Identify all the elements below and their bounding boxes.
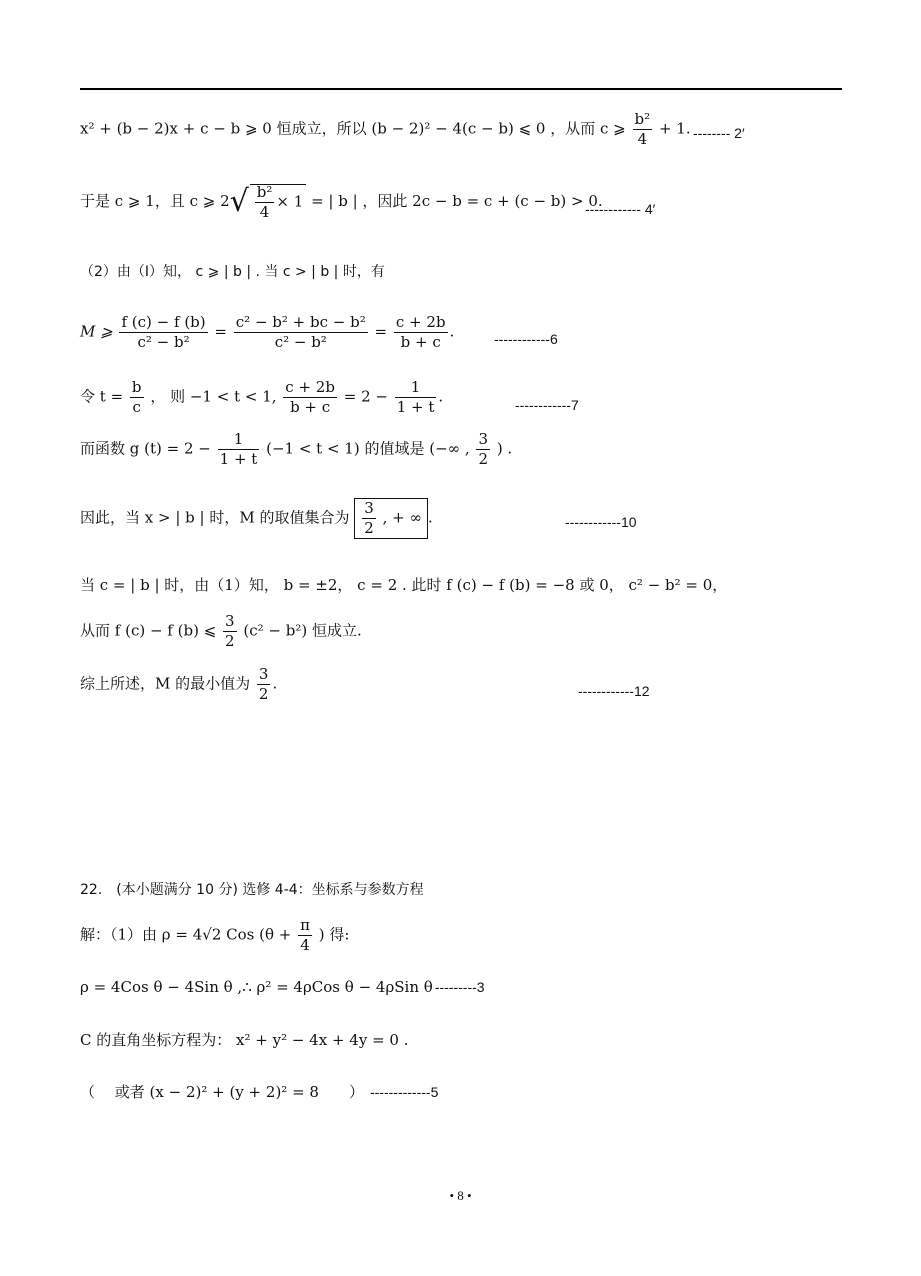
fraction-numerator: 3 xyxy=(364,499,374,517)
fraction-numerator: c + 2b xyxy=(395,313,446,331)
q21-l2-sqrt-fraction xyxy=(255,185,275,220)
radical-icon: √ xyxy=(229,184,249,219)
q21-l10-text: 综上所述，M 的最小值为 xyxy=(80,674,251,693)
fraction-denominator: 1 + t xyxy=(396,398,435,416)
q21-l9-text-b: (c² − b²) 恒成立. xyxy=(243,621,362,640)
fraction-numerator: 1 xyxy=(218,432,260,450)
score-mark-2: -------- 2′ xyxy=(693,125,745,141)
fraction-numerator: 1 xyxy=(395,380,437,398)
q21-l1-tail: + 1. xyxy=(658,119,691,138)
q21-l4-fraction-2 xyxy=(234,315,368,350)
fraction-numerator: f (c) − f (b) xyxy=(121,313,206,331)
fraction-numerator: b² xyxy=(634,110,651,128)
q22-line-1 xyxy=(80,918,349,953)
fraction-numerator: c + 2b xyxy=(285,378,335,396)
score-mark-6: ------------6 xyxy=(494,331,558,347)
q21-l5-text-b: ， 则 −1 < t < 1, xyxy=(150,387,277,406)
q21-l4-fraction-3 xyxy=(394,315,448,350)
q21-l7-fraction xyxy=(362,501,376,536)
q21-l1-fraction xyxy=(633,112,653,147)
q21-l6-text-b: (−1 < t < 1) 的值域是 (−∞ , xyxy=(266,439,470,458)
page-number: • 8 • xyxy=(449,1188,472,1203)
fraction-numerator: b xyxy=(131,378,142,396)
q21-l5-fraction-3 xyxy=(395,380,437,415)
q21-line-1 xyxy=(80,112,691,147)
q21-l10-fraction xyxy=(257,667,271,702)
q21-l6-fraction-1 xyxy=(218,432,260,467)
q21-l4-fraction-1 xyxy=(119,315,207,350)
q22-l1-fraction xyxy=(298,918,312,953)
fraction-numerator: c² − b² + bc − b² xyxy=(235,313,366,331)
q22-heading: 22. (本小题满分 10 分) 选修 4-4：坐标系与参数方程 xyxy=(80,882,424,898)
q21-l2-sqrt xyxy=(250,184,307,220)
q22-line-3: C 的直角坐标方程为： x² + y² − 4x + 4y = 0 . xyxy=(80,1031,409,1049)
fraction-numerator: 3 xyxy=(225,612,235,630)
q21-l6-fraction-2 xyxy=(476,432,490,467)
q21-l6-text-c: ) . xyxy=(496,439,513,458)
fraction-denominator: 2 xyxy=(478,450,489,468)
equals-sign: = xyxy=(374,322,388,341)
score-mark-12: ------------12 xyxy=(578,683,650,699)
fraction-denominator: b + c xyxy=(400,333,441,351)
q21-line-2 xyxy=(80,184,603,220)
q21-l7-text-a: 因此，当 x > | b | 时，M 的取值集合为 xyxy=(80,508,350,527)
interval-bracket xyxy=(354,498,428,539)
fraction-denominator: 4 xyxy=(300,936,310,954)
fraction-numerator: 3 xyxy=(478,430,489,448)
equals-sign: = xyxy=(214,322,227,341)
q21-line-6 xyxy=(80,432,512,467)
fraction-denominator: 2 xyxy=(225,632,235,650)
q21-l5-fraction-2 xyxy=(283,380,337,415)
q21-line-3: （2）由（Ⅰ）知， c ⩾ | b | . 当 c > | b | 时，有 xyxy=(80,264,385,280)
fraction-denominator: 2 xyxy=(364,519,374,537)
q21-l5-fraction-1 xyxy=(130,380,144,415)
q21-line-9 xyxy=(80,614,362,649)
q21-l1-text: x² + (b − 2)x + c − b ⩾ 0 恒成立，所以 (b − 2)² − 4(c − b) ⩽ 0 ，从而 c ⩾ xyxy=(80,119,626,138)
fraction-denominator: 2 xyxy=(258,685,269,703)
q21-l2-text-b: = | b | ，因此 2c − b = c + (c − b) > 0. xyxy=(311,192,603,210)
q22-l1-text-b: ) 得: xyxy=(318,925,350,944)
q21-l9-fraction xyxy=(223,614,237,649)
q21-line-5: 令 t = $\frac{b}{c}$ ， 则 −1 < t < 1, $\frac{c + 2b}{b + c}$ = 2 − $\frac{1}{1 + t}$ . xyxy=(80,378,444,416)
fraction-denominator: 4 xyxy=(637,130,648,148)
fraction-denominator: c xyxy=(132,398,141,416)
fraction-numerator: 3 xyxy=(258,665,269,683)
q21-line-4: M ⩾ $\frac{f (c) - f (b)}{\text{c² − b²}}$ = $\frac{\text{c² − b² + bc − b²}}{\text{c² − b²}}$ = $\frac{c + 2b}{b + c}$ . xyxy=(80,313,455,351)
fraction-denominator: c² − b² xyxy=(137,333,190,351)
score-mark-7: ------------7 xyxy=(515,397,579,413)
header-rule xyxy=(80,88,842,90)
q21-l2-sqrt-tail: × 1 xyxy=(276,192,304,211)
q21-l5-text-c: = 2 − xyxy=(343,387,388,406)
score-mark-5: -------------5 xyxy=(369,1084,439,1100)
q22-line-4 xyxy=(80,1085,438,1100)
q21-line-10: 综上所述，M 的最小值为 $\frac{3}{2}$ . xyxy=(80,665,278,703)
q21-line-8: 当 c = | b | 时，由（1）知， b = ±2， c = 2 . 此时 f (c) − f (b) = −8 或 0， c² − b² = 0， xyxy=(80,576,728,594)
q21-l5-text-a: 令 t = xyxy=(80,387,124,406)
q22-line-2 xyxy=(80,980,485,995)
score-mark-10: ------------10 xyxy=(565,514,637,530)
q22-l2-text: ρ = 4Cos θ − 4Sin θ ,∴ ρ² = 4ρCos θ − 4ρSin θ xyxy=(80,978,433,996)
fraction-denominator: 4 xyxy=(259,203,270,221)
fraction-denominator: c² − b² xyxy=(274,333,327,351)
fraction-denominator: 1 + t xyxy=(219,450,258,468)
q21-l9-text-a: 从而 f (c) − f (b) ⩽ xyxy=(80,621,217,640)
q21-l4-m: M ⩾ xyxy=(80,322,113,341)
score-mark-3: ---------3 xyxy=(434,979,485,995)
fraction-numerator: b² xyxy=(256,183,273,201)
q22-l4-text: （ 或者 (x − 2)² + (y + 2)² = 8 ） xyxy=(80,1083,364,1101)
q21-l2-text: 于是 c ⩾ 1，且 c ⩾ 2 xyxy=(80,192,230,210)
q21-line-7: 因此，当 x > | b | 时，M 的取值集合为 $\frac{3}{2}$ , + ∞ . xyxy=(80,499,433,537)
q22-l1-text-a: 解：（1）由 ρ = 4√2 Cos (θ + xyxy=(80,925,292,944)
q21-l6-text-a: 而函数 g (t) = 2 − xyxy=(80,439,211,458)
q21-l7-text-b: , + ∞ xyxy=(382,508,422,527)
fraction-numerator: π xyxy=(300,916,310,934)
score-mark-4: ------------ 4′ xyxy=(585,201,656,217)
fraction-denominator: b + c xyxy=(290,398,331,416)
